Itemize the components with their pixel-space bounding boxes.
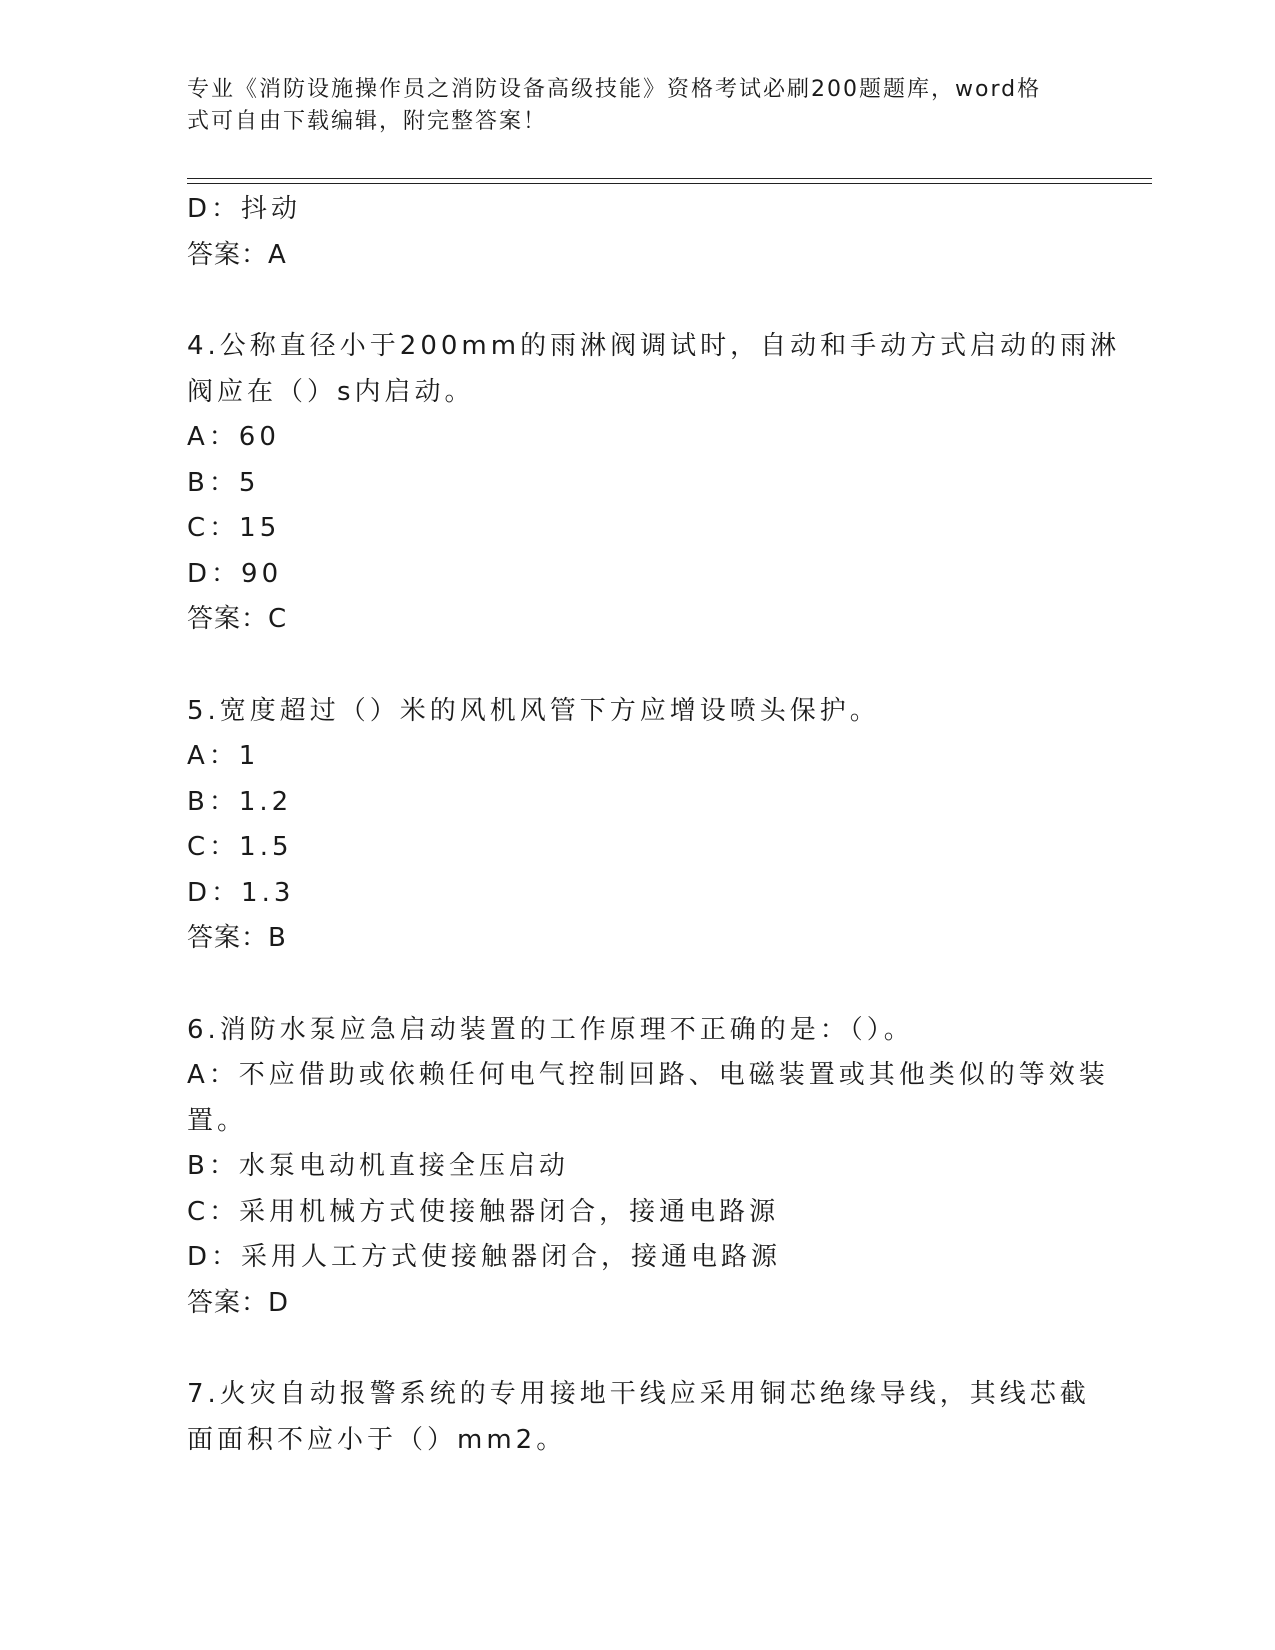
question-stem-continued: 面面积不应小于（）mm2。 xyxy=(187,1424,567,1455)
header-line-1: 专业《消防设施操作员之消防设备高级技能》资格考试必刷200题题库，word格 xyxy=(187,77,1042,102)
option-b: B：1.2 xyxy=(187,786,293,817)
option-a: A：60 xyxy=(187,422,280,452)
option-b: B：水泵电动机直接全压启动 xyxy=(187,1151,569,1181)
answer-line: 答案：C xyxy=(187,604,288,634)
option-a: A：1 xyxy=(187,741,260,771)
spacer xyxy=(187,962,1087,1008)
question-list xyxy=(187,187,1121,1463)
spacer xyxy=(187,278,1087,324)
question-stem: 6.消防水泵应急启动装置的工作原理不正确的是：（）。 xyxy=(187,1014,914,1045)
option-c: C：1.5 xyxy=(187,832,293,862)
option-a-continued: 置。 xyxy=(187,1105,248,1136)
answer-line: 答案：D xyxy=(187,1287,290,1318)
option-d: D：采用人工方式使接触器闭合，接通电路源 xyxy=(187,1242,782,1272)
option-d: D：1.3 xyxy=(187,877,295,908)
option-a: A：不应借助或依赖任何电气控制回路、电磁装置或其他类似的等效装 xyxy=(187,1060,1109,1090)
question-6 xyxy=(187,1008,1109,1327)
answer-line: 答案：A xyxy=(187,239,287,270)
header-divider-bottom xyxy=(187,183,1152,184)
question-stem: 5.宽度超过（）米的风机风管下方应增设喷头保护。 xyxy=(187,695,880,726)
spacer xyxy=(187,1326,1087,1372)
question-stem: 7.火灾自动报警系统的专用接地干线应采用铜芯绝缘导线，其线芯截 xyxy=(187,1379,1090,1409)
header-divider-top xyxy=(187,178,1152,179)
question-5 xyxy=(187,689,1087,962)
header-line-2: 式可自由下载编辑，附完整答案！ xyxy=(187,109,548,134)
option-c: C：15 xyxy=(187,513,281,543)
question-7 xyxy=(187,1372,1090,1463)
question-stem-continued: 阀应在（）s内启动。 xyxy=(187,376,475,407)
question-4 xyxy=(187,324,1121,643)
page-header xyxy=(187,74,1067,138)
question-stem: 4.公称直径小于200mm的雨淋阀调试时，自动和手动方式启动的雨淋 xyxy=(187,331,1121,361)
option-d: D：90 xyxy=(187,558,283,589)
answer-line: 答案：B xyxy=(187,923,287,953)
option-c: C：采用机械方式使接触器闭合，接通电路源 xyxy=(187,1196,780,1227)
option-d: D：抖动 xyxy=(187,194,302,224)
spacer xyxy=(187,643,1087,689)
option-b: B：5 xyxy=(187,467,260,498)
